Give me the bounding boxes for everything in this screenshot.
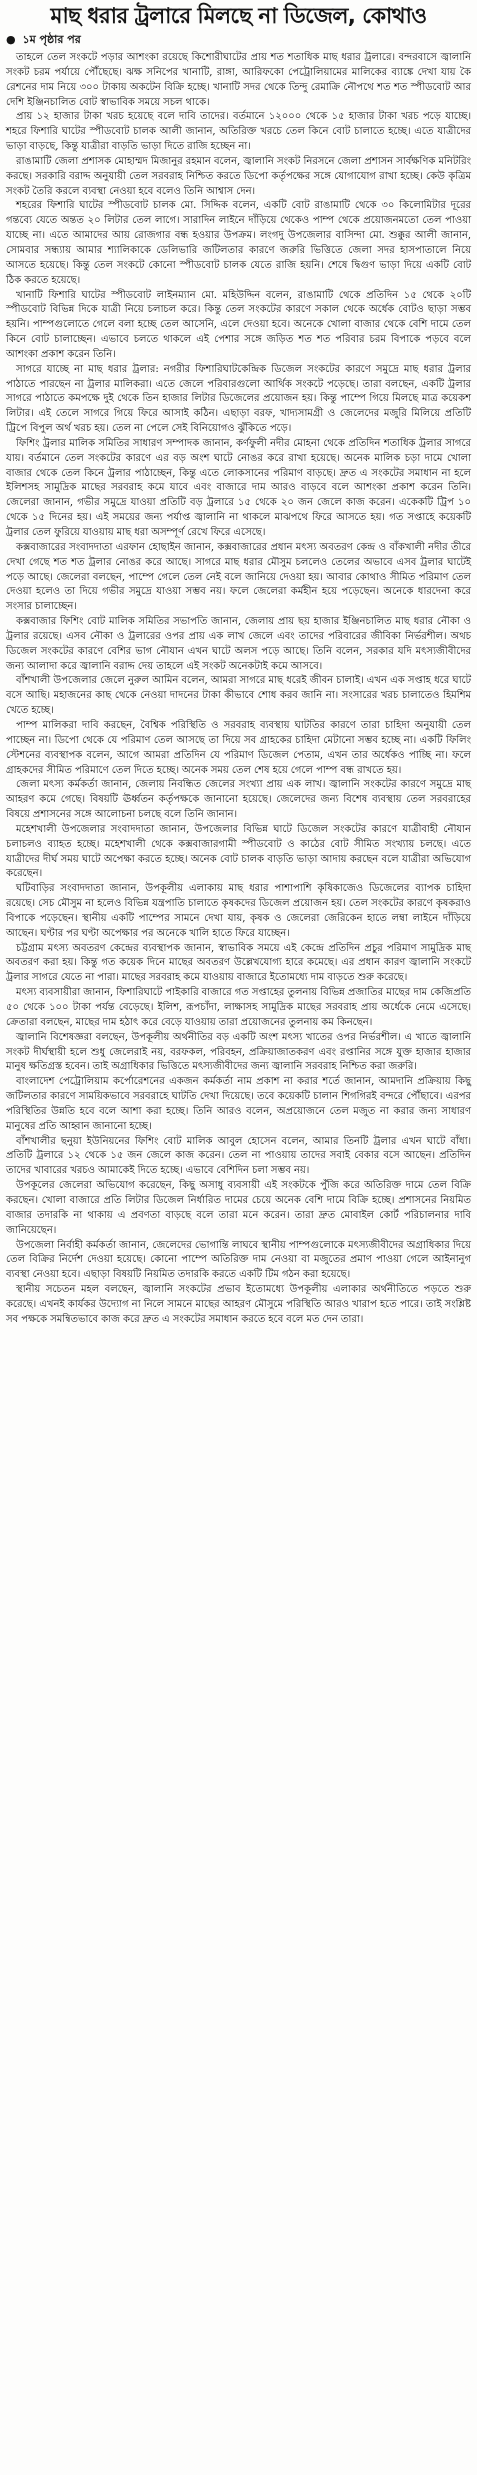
continuation-text: ১ম পৃষ্ঠার পর bbox=[22, 33, 81, 46]
continuation-line bbox=[6, 32, 471, 47]
article-paragraph: খানাটি ফিশারি ঘাটের স্পীডবোট লাইনম্যান মো. মহিউদ্দিন বলেন, রাঙামাটি থেকে প্রতিদিন ১৫ থেকে ২০টি স্পীডবোট বিভিন্ন দিকে যাত্রী নিয়ে চলাচল করে। কিন্তু তেল সংকটের কারণে সকাল থেকে অর্ধেক বোটও ছাড়া সম্ভব হয়নি। পাম্পগুলোতে গেলে বলা হচ্ছে তেল আসেনি, এলে দেওয়া হবে। অনেকে খোলা বাজার থেকে বেশি দামে তেল কিনে বোট চালাচ্ছেন। এভাবে চলতে থাকলে এই পেশার সঙ্গে জড়িত শত শত পরিবার চরম বিপাকে পড়বে বলে আশংকা প্রকাশ করেন তিনি। bbox=[6, 289, 471, 360]
article-paragraph: শহরের ফিশারি ঘাটের স্পীডবোট চালক মো. সিদ্দিক বলেন, একটি বোট রাঙামাটি থেকে ৩০ কিলোমিটার দূরের গন্তব্যে যেতে অন্তত ২০ লিটার তেল লাগে। সারাদিন লাইনে দাঁড়িয়ে থেকেও পাম্প থেকে প্রয়োজনমতো তেল পাওয়া যাচ্ছে না। এতে আমাদের আয় রোজগার বন্ধ হওয়ার উপক্রম। লংগদু উপজেলার বাসিন্দা মো. শুক্কুর আলী জানান, সোমবার সন্ধ্যায় আমার শ্যালিকাকে ডেলিভারি জটিলতার কারণে জরুরি ভিত্তিতে জেলা সদর হাসপাতালে নিয়ে আসতে হয়েছে। কিন্তু তেল সংকটে কোনো স্পীডবোট চালক যেতে রাজি হয়নি। শেষে দ্বিগুণ ভাড়া দিয়ে একটি বোট ঠিক করতে হয়েছে। bbox=[6, 200, 471, 286]
article-paragraph: বাংলাদেশ পেট্রোলিয়াম কর্পোরেশনের একজন কর্মকর্তা নাম প্রকাশ না করার শর্তে জানান, আমদানি প্রক্রিয়ায় কিছু জটিলতার কারণে সাময়িকভাবে সরবরাহে ঘাটতি দেখা দিয়েছে। তবে কয়েকটি চালান শিগগিরই বন্দরে পৌঁছাবে। এরপর পরিস্থিতির উন্নতি হবে বলে আশা করা হচ্ছে। তিনি আরও বলেন, অপ্রয়োজনে তেল মজুত না করার জন্য সাধারণ মানুষের প্রতি আহ্বান জানানো হচ্ছে। bbox=[6, 1076, 471, 1132]
article-paragraph: চট্টগ্রাম মৎস্য অবতরণ কেন্দ্রের ব্যবস্থাপক জানান, স্বাভাবিক সময়ে এই কেন্দ্রে প্রতিদিন প্রচুর পরিমাণ সামুদ্রিক মাছ অবতরণ করা হয়। কিন্তু গত কয়েক দিনে মাছের অবতরণ উল্লেখযোগ্য হারে কমেছে। এর প্রধান কারণ জ্বালানি সংকটে ট্রলার সাগরে যেতে না পারা। মাছের সরবরাহ কমে যাওয়ায় বাজারে ইতোমধ্যে দাম বাড়তে শুরু করেছে। bbox=[6, 942, 471, 984]
article-paragraph: রাঙামাটি জেলা প্রশাসক মোহাম্মদ মিজানুর রহমান বলেন, জ্বালানি সংকট নিরসনে জেলা প্রশাসন সার্বক্ষণিক মনিটরিং করছে। সরকারি বরাদ্দ অনুযায়ী তেল সরবরাহ নিশ্চিত করতে ডিপো কর্তৃপক্ষের সঙ্গে যোগাযোগ রাখা হচ্ছে। কেউ কৃত্রিম সংকট তৈরি করলে ব্যবস্থা নেওয়া হবে বলেও তিনি আশ্বাস দেন। bbox=[6, 155, 471, 197]
article-paragraph: উপজেলা নির্বাহী কর্মকর্তা জানান, জেলেদের ভোগান্তি লাঘবে স্থানীয় পাম্পগুলোকে মৎস্যজীবীদের অগ্রাধিকার দিয়ে তেল বিক্রির নির্দেশ দেওয়া হয়েছে। কোনো পাম্পে অতিরিক্ত দাম নেওয়া বা মজুতের প্রমাণ পাওয়া গেলে আইনানুগ ব্যবস্থা নেওয়া হবে। এছাড়া বিষয়টি নিয়মিত তদারকি করতে একটি টিম গঠন করা হয়েছে। bbox=[6, 1239, 471, 1281]
article-paragraph: সাগরে যাচ্ছে না মাছ ধরার ট্রলার: নগরীর ফিশারিঘাটকেন্দ্রিক ডিজেল সংকটের কারণে সমুদ্রে মাছ ধরার ট্রলার পাঠাতে পারছেন না ট্রলার মালিকরা। এতে জেলে পরিবারগুলো আর্থিক সংকটে পড়েছে। তারা বলছেন, একটি ট্রলার সাগরে পাঠাতে কমপক্ষে দুই থেকে তিন হাজার লিটার ডিজেলের প্রয়োজন হয়। কিন্তু পাম্পে গিয়ে মিলছে মাত্র কয়েকশ লিটার। এই তেলে সাগরে গিয়ে ফিরে আসাই কঠিন। এছাড়া বরফ, খাদ্যসামগ্রী ও জেলেদের মজুরি মিলিয়ে প্রতিটি ট্রিপে বিপুল অর্থ খরচ হয়। তেল না পেলে সেই বিনিয়োগও ঝুঁকিতে পড়ে। bbox=[6, 363, 471, 435]
article-paragraph: স্থানীয় সচেতন মহল বলছেন, জ্বালানি সংকটের প্রভাব ইতোমধ্যে উপকূলীয় এলাকার অর্থনীতিতে পড়তে শুরু করেছে। এখনই কার্যকর উদ্যোগ না নিলে সামনে মাছের আহরণ মৌসুমে পরিস্থিতি আরও খারাপ হতে পারে। তাই সংশ্লিষ্ট সব পক্ষকে সমন্বিতভাবে কাজ করে দ্রুত এ সংকটের সমাধান করতে হবে বলে মত দেন তারা। bbox=[6, 1284, 471, 1325]
article-paragraph: কক্সবাজারের সংবাদদাতা এরফান হোছাইন জানান, কক্সবাজারের প্রধান মৎস্য অবতরণ কেন্দ্র ও বাঁকখালী নদীর তীরে দেখা গেছে শত শত ট্রলার নোঙর করে আছে। সাগরে মাছ ধরার মৌসুম চললেও তেলের অভাবে এসব ট্রলার ঘাটেই পড়ে আছে। জেলেরা বলছেন, পাম্পে গেলে তেল নেই বলে জানিয়ে দেওয়া হয়। আবার কোথাও সীমিত পরিমাণ তেল দেওয়া হলেও তা দিয়ে গভীর সমুদ্রে যাওয়া সম্ভব নয়। ফলে জেলেরা কর্মহীন হয়ে পড়েছেন। অনেকে ধারদেনা করে সংসার চালাচ্ছেন। bbox=[6, 541, 471, 613]
article-paragraph: পাম্প মালিকরা দাবি করছেন, বৈশ্বিক পরিস্থিতি ও সরবরাহ ব্যবস্থায় ঘাটতির কারণে তারা চাহিদা অনুযায়ী তেল পাচ্ছেন না। ডিপো থেকে যে পরিমাণ তেল আসছে তা দিয়ে সব গ্রাহকের চাহিদা মেটানো সম্ভব হচ্ছে না। একটি ফিলিং স্টেশনের ব্যবস্থাপক বলেন, আগে আমরা প্রতিদিন যে পরিমাণ ডিজেল পেতাম, এখন তার অর্ধেকও পাচ্ছি না। ফলে গ্রাহকদের সীমিত পরিমাণে তেল দিতে হচ্ছে। অনেক সময় তেল শেষ হয়ে গেলে পাম্প বন্ধ রাখতে হয়। bbox=[6, 719, 471, 776]
article-paragraph: ফিশিং ট্রলার মালিক সমিতির সাধারণ সম্পাদক জানান, কর্ণফুলী নদীর মোহনা থেকে প্রতিদিন শতাধিক ট্রলার সাগরে যায়। বর্তমানে তেল সংকটের কারণে এর বড় অংশ ঘাটে নোঙর করে রাখা হয়েছে। অনেক মালিক চড়া দামে খোলা বাজার থেকে তেল কিনে ট্রলার পাঠাচ্ছেন, কিন্তু এতে লোকসানের পরিমাণ বাড়ছে। দ্রুত এ সংকটের সমাধান না হলে ইলিশসহ সামুদ্রিক মাছের সরবরাহ কমে যাবে এবং বাজারে দাম আরও বাড়বে বলে আশংকা প্রকাশ করেন তিনি। জেলেরা জানান, গভীর সমুদ্রে যাওয়া প্রতিটি বড় ট্রলারে ১৫ থেকে ২০ জন জেলে কাজ করেন। একেকটি ট্রিপ ১০ থেকে ১৫ দিনের হয়। এই সময়ের জন্য পর্যাপ্ত জ্বালানি না থাকলে মাঝপথে ফিরে আসতে হয়। গত সপ্তাহে কয়েকটি ট্রলার তেল ফুরিয়ে যাওয়ায় মাছ ধরা অসম্পূর্ণ রেখে ফিরে এসেছে। bbox=[6, 437, 471, 538]
article-paragraph: বাঁশখালীর ছনুয়া ইউনিয়নের ফিশিং বোট মালিক আবুল হোসেন বলেন, আমার তিনটি ট্রলার এখন ঘাটে বাঁধা। প্রতিটি ট্রলারে ১২ থেকে ১৫ জন জেলে কাজ করেন। তেল না পাওয়ায় তাদের সবাই বেকার বসে আছেন। প্রতিদিন তাদের খাবারের খরচও আমাকেই দিতে হচ্ছে। এভাবে বেশিদিন চলা সম্ভব নয়। bbox=[6, 1135, 471, 1177]
headline: মাছ ধরার ট্রলারে মিলছে না ডিজেল, কোথাও bbox=[50, 4, 427, 29]
bullet-icon: ● bbox=[6, 33, 16, 46]
article-paragraph: বাঁশখালী উপজেলার জেলে নুরুল আমিন বলেন, আমরা সাগরে মাছ ধরেই জীবন চালাই। এখন এক সপ্তাহ ধরে ঘাটে বসে আছি। মহাজনের কাছ থেকে নেওয়া দাদনের টাকা কীভাবে শোধ করব জানি না। সংসারের খরচ চালাতেও হিমশিম খেতে হচ্ছে। bbox=[6, 675, 471, 717]
article-paragraph: কক্সবাজার ফিশিং বোট মালিক সমিতির সভাপতি জানান, জেলায় প্রায় ছয় হাজার ইঞ্জিনচালিত মাছ ধরার নৌকা ও ট্রলার রয়েছে। এসব নৌকা ও ট্রলারের ওপর প্রায় এক লাখ জেলে এবং তাদের পরিবারের জীবিকা নির্ভরশীল। অথচ ডিজেল সংকটের কারণে বেশির ভাগ নৌযান এখন ঘাটে অলস পড়ে আছে। তিনি বলেন, সরকার যদি মৎস্যজীবীদের জন্য আলাদা করে জ্বালানি বরাদ্দ দেয় তাহলে এই সংকট অনেকটাই কমে আসবে। bbox=[6, 616, 471, 672]
article-paragraph: মহেশখালী উপজেলার সংবাদদাতা জানান, উপজেলার বিভিন্ন ঘাটে ডিজেল সংকটের কারণে যাত্রীবাহী নৌযান চলাচলও ব্যাহত হচ্ছে। মহেশখালী থেকে কক্সবাজারগামী স্পীডবোট ও কাঠের বোট সীমিত সংখ্যায় চলছে। এতে যাত্রীদের দীর্ঘ সময় ঘাটে অপেক্ষা করতে হচ্ছে। অনেক বোট চালক বাড়তি ভাড়া আদায় করছেন বলে যাত্রীরা অভিযোগ করেছেন। bbox=[6, 823, 471, 880]
article-paragraph: উপকূলের জেলেরা অভিযোগ করেছেন, কিছু অসাধু ব্যবসায়ী এই সংকটকে পুঁজি করে অতিরিক্ত দামে তেল বিক্রি করছেন। খোলা বাজারে প্রতি লিটার ডিজেল নির্ধারিত দামের চেয়ে অনেক বেশি দামে বিক্রি হচ্ছে। প্রশাসনের নিয়মিত বাজার তদারকি না থাকায় এ প্রবণতা বাড়ছে বলে তারা মনে করেন। তারা দ্রুত মোবাইল কোর্ট পরিচালনার দাবি জানিয়েছেন। bbox=[6, 1180, 471, 1236]
article-paragraph: জ্বালানি বিশেষজ্ঞরা বলছেন, উপকূলীয় অর্থনীতির বড় একটি অংশ মৎস্য খাতের ওপর নির্ভরশীল। এ খাতে জ্বালানি সংকট দীর্ঘস্থায়ী হলে শুধু জেলেরাই নয়, বরফকল, পরিবহন, প্রক্রিয়াজাতকরণ এবং রপ্তানির সঙ্গে যুক্ত হাজার হাজার মানুষ ক্ষতিগ্রস্ত হবেন। তাই অগ্রাধিকার ভিত্তিতে মৎস্যজীবীদের জন্য জ্বালানি সরবরাহ নিশ্চিত করা জরুরি। bbox=[6, 1031, 471, 1073]
article-body bbox=[6, 51, 471, 1328]
article-paragraph: মৎস্য ব্যবসায়ীরা জানান, ফিশারিঘাটে পাইকারি বাজারে গত সপ্তাহের তুলনায় বিভিন্ন প্রজাতির মাছের দাম কেজিপ্রতি ৫০ থেকে ১০০ টাকা পর্যন্ত বেড়েছে। ইলিশ, রূপচাঁদা, লাক্ষাসহ সামুদ্রিক মাছের সরবরাহ প্রায় অর্ধেকে নেমে এসেছে। ক্রেতারা বলছেন, মাছের দাম হঠাৎ করে বেড়ে যাওয়ায় তারা প্রয়োজনের তুলনায় কম কিনছেন। bbox=[6, 987, 471, 1028]
article-paragraph: প্রায় ১২ হাজার টাকা খরচ হয়েছে বলে দাবি তাদের। বর্তমানে ১২০০০ থেকে ১৫ হাজার টাকা খরচ পড়ে যাচ্ছে। শহরে ফিশারি ঘাটের স্পীডবোট চালক আলী জানান, অতিরিক্ত খরচে তেল কিনে বোট চালাতে হচ্ছে। এতে যাত্রীদের ভাড়া বাড়ছে, কিন্তু যাত্রীরা বাড়তি ভাড়া দিতে রাজি হচ্ছেন না। bbox=[6, 111, 471, 153]
article-paragraph: ঘটিবাড়ির সংবাদদাতা জানান, উপকূলীয় এলাকায় মাছ ধরার পাশাপাশি কৃষিকাজেও ডিজেলের ব্যাপক চাহিদা রয়েছে। সেচ মৌসুম না হলেও বিভিন্ন যন্ত্রপাতি চালাতে কৃষকদের ডিজেল প্রয়োজন হয়। তেল সংকটের কারণে কৃষকরাও বিপাকে পড়েছেন। স্থানীয় একটি পাম্পের সামনে দেখা যায়, কৃষক ও জেলেরা জেরিকেন হাতে লম্বা লাইনে দাঁড়িয়ে আছেন। ঘণ্টার পর ঘণ্টা অপেক্ষার পর অনেকে খালি হাতে ফিরে যাচ্ছেন। bbox=[6, 883, 471, 939]
article-paragraph: জেলা মৎস্য কর্মকর্তা জানান, জেলায় নিবন্ধিত জেলের সংখ্যা প্রায় এক লাখ। জ্বালানি সংকটের কারণে সমুদ্রে মাছ আহরণ কমে গেছে। বিষয়টি ঊর্ধ্বতন কর্তৃপক্ষকে জানানো হয়েছে। জেলেদের জন্য বিশেষ ব্যবস্থায় তেল সরবরাহের বিষয়ে প্রশাসনের সঙ্গে আলোচনা চলছে বলে তিনি জানান। bbox=[6, 779, 471, 821]
article-paragraph: তাহলে তেল সংকটে পড়ার আশংকা রয়েছে কিশোরীঘাটের প্রায় শত শতাধিক মাছ ধরার ট্রলারে। বন্দরবাসে জ্বালানি সংকট চরম পর্যায়ে পৌঁছেছে। ঝক্ষ সনিপের খানাটি, রাঙ্গা, আরিফকো পেট্রোলিয়ামের মালিকের ব্যাঙ্কে দেখা যায় কৈ রেশনের দাম নিয়ে ৩০০ টাকায় অকটেন বিক্রি হচ্ছে। খানাটি সদর থেকে তিন্দু রেমাক্রি নৌপথে শত শত স্পীডবোট আর দেশি ইঞ্জিনচালিত বোট স্বাভাবিক সময়ে সচল থাকে। bbox=[6, 52, 471, 108]
